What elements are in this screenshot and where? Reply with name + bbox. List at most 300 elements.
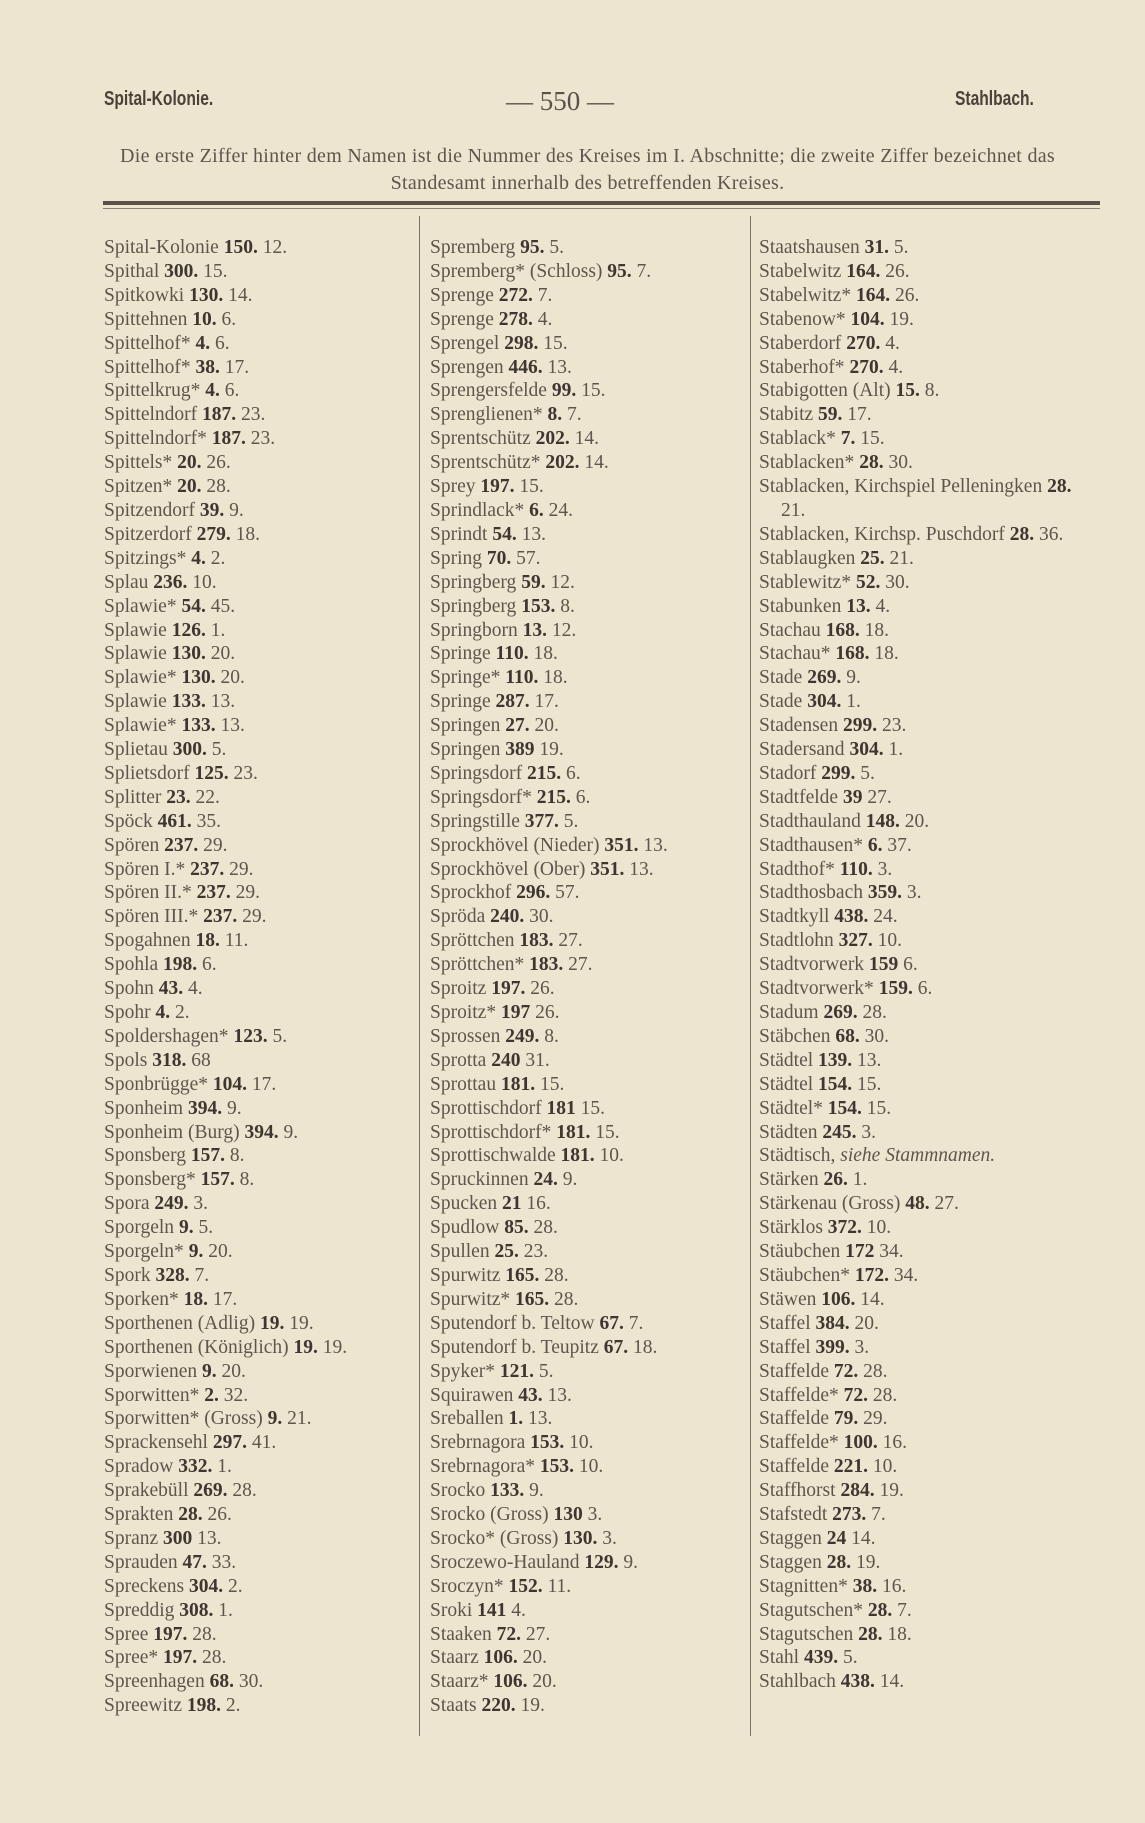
standesamt-number: 3.: [587, 1504, 603, 1526]
standesamt-number: 2.: [174, 1002, 190, 1023]
standesamt-number: 17.: [212, 1288, 238, 1310]
kreis-number: 95.: [520, 237, 545, 258]
place-name: Spremberg* (Schloss): [430, 260, 603, 282]
standesamt-number: 19.: [520, 1695, 545, 1717]
place-name: Sprengersfelde: [430, 380, 547, 402]
standesamt-number: 3.: [193, 1193, 208, 1215]
kreis-number: 6.: [867, 834, 883, 856]
kreis-number: 1.: [508, 1408, 524, 1430]
standesamt-number: 18.: [887, 1623, 912, 1645]
place-name: Staffelde*: [759, 1432, 839, 1454]
kreis-number: 4.: [195, 332, 211, 354]
kreis-number: 304.: [189, 1575, 224, 1597]
standesamt-number: 32.: [223, 1384, 249, 1406]
index-entry: [759, 523, 1084, 547]
place-name: Spudlow: [430, 1217, 500, 1239]
index-entry: [759, 1336, 1084, 1360]
place-name: Sprindt: [430, 523, 488, 545]
place-name: Sprottischdorf*: [430, 1121, 552, 1143]
place-name: Springe: [430, 643, 491, 665]
place-name: Spohr: [104, 1002, 151, 1023]
index-entry: [104, 642, 424, 666]
kreis-number: 52.: [855, 571, 881, 593]
index-entry: [104, 356, 424, 380]
index-entry: [430, 953, 750, 977]
index-entry: [430, 1551, 750, 1575]
standesamt-number: 14.: [860, 1288, 885, 1310]
standesamt-number: 27.: [867, 786, 892, 808]
index-entry: [759, 953, 1084, 977]
kreis-number: 10.: [192, 308, 217, 330]
place-name: Stadtvorwerk: [759, 954, 865, 976]
place-name: Spreenhagen: [104, 1671, 205, 1693]
standesamt-number: 14.: [851, 1527, 876, 1549]
index-entry: [759, 1431, 1084, 1455]
place-name: Sroczyn*: [430, 1575, 504, 1597]
place-name: Sprey: [430, 476, 476, 498]
place-name: Stabelwitz: [759, 260, 842, 282]
standesamt-number: 6.: [903, 954, 918, 976]
place-name: Srebrnagora*: [430, 1456, 536, 1478]
index-entry: [104, 762, 424, 786]
standesamt-number: 19.: [889, 308, 914, 330]
index-entry: [430, 1312, 750, 1336]
kreis-number: 18.: [195, 930, 220, 952]
index-entry: [104, 1670, 424, 1694]
standesamt-number: 22.: [195, 786, 220, 808]
kreis-number: 318.: [152, 1049, 187, 1071]
standesamt-number: 7.: [871, 1504, 886, 1526]
standesamt-number: 20.: [532, 1671, 557, 1693]
standesamt-number: 13.: [547, 1384, 572, 1406]
place-name: Stabigotten (Alt): [759, 380, 891, 402]
kreis-number: 8.: [547, 404, 563, 426]
index-entry: [104, 1551, 424, 1575]
kreis-number: 237.: [196, 882, 231, 904]
standesamt-number: 6.: [221, 308, 237, 330]
kreis-number: 197.: [480, 476, 515, 498]
standesamt-number: 1.: [852, 1169, 868, 1191]
index-entry: [759, 1575, 1084, 1599]
standesamt-number: 18.: [543, 667, 568, 689]
index-entry: [104, 1144, 424, 1168]
standesamt-number: 10.: [599, 1145, 624, 1167]
place-name: Spork: [104, 1264, 151, 1286]
place-name: Spitzerdorf: [104, 523, 192, 545]
place-name: Staffel: [759, 1312, 811, 1334]
place-name: Sporthenen (Königlich): [104, 1336, 289, 1358]
place-name: Stadtvorwerk*: [759, 978, 874, 1000]
standesamt-number: 9.: [846, 667, 861, 689]
place-name: Stärklos: [759, 1217, 823, 1239]
kreis-number: 100.: [843, 1432, 878, 1454]
standesamt-number: 20.: [854, 1312, 879, 1334]
kreis-number: 181: [546, 1097, 576, 1119]
kreis-number: 47.: [182, 1551, 207, 1573]
standesamt-number: 11.: [224, 930, 249, 952]
standesamt-number: 10.: [192, 571, 217, 593]
standesamt-number: 1.: [218, 1599, 233, 1621]
index-entry: [104, 714, 424, 738]
place-name: Sprotta: [430, 1049, 487, 1071]
place-name: Spreddig: [104, 1599, 175, 1621]
index-entry: [104, 1455, 424, 1479]
place-name: Springborn: [430, 619, 518, 641]
standesamt-number: 6.: [565, 762, 581, 784]
place-name: Staatshausen: [759, 237, 860, 258]
standesamt-number: 12.: [550, 571, 575, 593]
running-head-right: Stahlbach.: [955, 88, 1034, 110]
kreis-number: 181.: [560, 1145, 595, 1167]
kreis-number: 327.: [838, 930, 873, 952]
index-entry: [759, 834, 1084, 858]
kreis-number: 270.: [849, 356, 884, 378]
index-entry: [104, 858, 424, 882]
index-entry: [104, 834, 424, 858]
kreis-number: 129.: [584, 1551, 619, 1573]
standesamt-number: 9.: [283, 1121, 299, 1143]
index-entry: [430, 834, 750, 858]
standesamt-number: 2.: [210, 547, 226, 569]
standesamt-number: 4.: [885, 332, 900, 354]
place-name: Stadthosbach: [759, 882, 863, 904]
place-name: Staggen: [759, 1527, 822, 1549]
kreis-number: 153.: [539, 1456, 575, 1478]
index-entry: [430, 738, 750, 762]
kreis-number: 106.: [493, 1671, 528, 1693]
place-name: Staffel: [759, 1336, 811, 1358]
index-entry: [104, 236, 424, 260]
standesamt-number: 10.: [866, 1217, 892, 1239]
index-entry: [759, 1646, 1084, 1670]
index-entry: [759, 714, 1084, 738]
kreis-number: 85.: [504, 1217, 529, 1239]
kreis-number: 27.: [505, 715, 530, 737]
standesamt-number: 26.: [885, 260, 910, 282]
standesamt-number: 17.: [251, 1073, 277, 1095]
index-entry: [104, 475, 424, 499]
index-entry: [759, 547, 1084, 571]
kreis-number: 332.: [178, 1456, 213, 1478]
place-name: Staberdorf: [759, 332, 842, 354]
place-name: Sprottischdorf: [430, 1097, 542, 1119]
place-name: Stahlbach: [759, 1671, 836, 1693]
standesamt-number: 15.: [539, 1073, 565, 1095]
index-entry: [759, 379, 1084, 403]
index-entry: [759, 475, 1084, 523]
place-name: Stablewitz*: [759, 571, 852, 593]
kreis-number: 28.: [858, 1623, 883, 1645]
kreis-number: 48.: [905, 1193, 930, 1215]
index-entry: [759, 1264, 1084, 1288]
place-name: Städtel: [759, 1049, 814, 1071]
kreis-number: 20.: [177, 452, 202, 474]
kreis-number: 377.: [524, 810, 559, 832]
place-name: Sporken*: [104, 1288, 179, 1310]
kreis-number: 202.: [545, 452, 580, 474]
place-name: Spören: [104, 834, 160, 856]
standesamt-number: 27.: [568, 954, 593, 976]
place-name: Splau: [104, 571, 149, 593]
kreis-number: 153.: [530, 1432, 565, 1454]
index-entry: [430, 1073, 750, 1097]
standesamt-number: 14.: [574, 428, 599, 450]
standesamt-number: 20.: [208, 1241, 233, 1263]
index-entry: [430, 762, 750, 786]
place-name: Sprakebüll: [104, 1480, 189, 1502]
column-divider: [750, 216, 751, 1736]
place-name: Splawie: [104, 643, 167, 665]
place-name: Stabelwitz*: [759, 284, 852, 306]
index-entry: [759, 1384, 1084, 1408]
place-name: Splawie*: [104, 595, 177, 617]
place-name: Stahl: [759, 1647, 800, 1669]
standesamt-number: 19.: [879, 1480, 904, 1502]
place-name: Sprindlack*: [430, 499, 525, 521]
place-name: Städtisch,: [759, 1145, 836, 1167]
index-entry: [430, 1694, 750, 1718]
standesamt-number: 28.: [192, 1623, 217, 1645]
standesamt-number: 26.: [207, 1504, 232, 1526]
place-name: Staggen: [759, 1551, 822, 1573]
kreis-number: 154.: [818, 1073, 853, 1095]
kreis-number: 273.: [832, 1504, 867, 1526]
index-entry: [759, 666, 1084, 690]
index-entry: [104, 499, 424, 523]
index-entry: [104, 1097, 424, 1121]
kreis-number: 269.: [807, 667, 842, 689]
index-entry: [430, 858, 750, 882]
kreis-number: 168.: [825, 619, 860, 641]
kreis-number: 39: [842, 786, 863, 808]
standesamt-number: 6.: [917, 978, 933, 1000]
kreis-number: 130: [553, 1504, 583, 1526]
kreis-number: 24.: [533, 1169, 558, 1191]
place-name: Sporthenen (Adlig): [104, 1312, 256, 1334]
kreis-number: 394.: [244, 1121, 279, 1143]
standesamt-number: 3.: [854, 1336, 870, 1358]
kreis-number: 150.: [223, 237, 258, 258]
kreis-number: 28.: [178, 1504, 203, 1526]
place-name: Städtel*: [759, 1097, 823, 1119]
index-entry: [104, 738, 424, 762]
standesamt-number: 29.: [229, 858, 254, 880]
kreis-number: 372.: [827, 1217, 862, 1239]
standesamt-number: 11.: [547, 1575, 572, 1597]
place-name: Sprenge: [430, 284, 494, 306]
index-entry: [430, 260, 750, 284]
standesamt-number: 8.: [924, 380, 940, 402]
place-name: Spurwitz: [430, 1264, 501, 1286]
standesamt-number: 13.: [197, 1527, 222, 1549]
standesamt-number: 41.: [251, 1432, 277, 1454]
standesamt-number: 13.: [210, 691, 236, 713]
index-entry: [104, 881, 424, 905]
place-name: Srebrnagora: [430, 1432, 526, 1454]
kreis-number: 183.: [529, 954, 564, 976]
kreis-number: 164.: [855, 284, 891, 306]
standesamt-number: 14.: [879, 1671, 905, 1693]
place-name: Stadtlohn: [759, 930, 834, 952]
place-name: Spröda: [430, 906, 486, 928]
place-name: Spröttchen: [430, 930, 515, 952]
place-name: Splawie*: [104, 715, 177, 737]
standesamt-number: 23.: [233, 762, 258, 784]
kreis-number: 220.: [481, 1695, 516, 1717]
index-entry: [430, 332, 750, 356]
standesamt-number: 13.: [547, 356, 572, 378]
kreis-number: 13.: [846, 595, 871, 617]
place-name: Sputendorf b. Teltow: [430, 1312, 595, 1334]
place-name: Spitzendorf: [104, 499, 195, 521]
kreis-number: 72.: [843, 1384, 869, 1406]
kreis-number: 67.: [599, 1312, 624, 1334]
index-entry: [759, 977, 1084, 1001]
standesamt-number: 29.: [203, 834, 228, 856]
index-entry: [430, 379, 750, 403]
kreis-number: 183.: [519, 930, 554, 952]
place-name: Spreewitz: [104, 1695, 182, 1717]
place-name: Sprockhövel (Ober): [430, 858, 586, 880]
standesamt-number: 1.: [217, 1456, 232, 1478]
index-entry: [759, 1097, 1084, 1121]
kreis-number: 461.: [157, 810, 192, 832]
standesamt-number: 12.: [551, 619, 577, 641]
kreis-number: 215.: [526, 762, 562, 784]
kreis-number: 245.: [822, 1121, 857, 1143]
standesamt-number: 21.: [781, 499, 806, 521]
index-entry: [104, 1503, 424, 1527]
kreis-number: 438.: [840, 1671, 875, 1693]
kreis-number: 9.: [202, 1360, 217, 1382]
index-entry: [104, 1240, 424, 1264]
kreis-number: 141: [477, 1599, 507, 1621]
index-entry: [759, 427, 1084, 451]
standesamt-number: 15.: [519, 476, 544, 498]
kreis-number: 67.: [603, 1336, 629, 1358]
place-name: Stäbchen: [759, 1025, 831, 1047]
index-entry: [759, 1312, 1084, 1336]
kreis-number: 236.: [153, 571, 188, 593]
index-entry: [104, 1360, 424, 1384]
kreis-number: 126.: [171, 619, 206, 641]
place-name: Sproitz*: [430, 1002, 497, 1023]
kreis-number: 297.: [212, 1432, 247, 1454]
index-entry: [430, 690, 750, 714]
kreis-number: 4.: [205, 380, 220, 402]
place-name: Splawie: [104, 619, 167, 641]
index-entry: [104, 547, 424, 571]
kreis-number: 279.: [196, 523, 231, 545]
place-name: Splietsdorf: [104, 762, 190, 784]
index-entry: [759, 1073, 1084, 1097]
kreis-number: 351.: [590, 858, 625, 880]
index-entry: [759, 236, 1084, 260]
kreis-number: 249.: [505, 1025, 540, 1047]
index-entry: [104, 427, 424, 451]
index-entry: [430, 1599, 750, 1623]
place-name: Stäubchen: [759, 1241, 841, 1263]
index-entry: [430, 1575, 750, 1599]
index-entry: [430, 714, 750, 738]
index-column-3: [759, 236, 1084, 1694]
standesamt-number: 1.: [846, 691, 861, 713]
index-entry: [759, 1216, 1084, 1240]
index-entry: [430, 881, 750, 905]
index-entry: [430, 1168, 750, 1192]
kreis-number: 95.: [607, 260, 632, 282]
place-name: Springberg: [430, 571, 517, 593]
place-name: Springstille: [430, 810, 520, 832]
place-name: Splietau: [104, 739, 168, 761]
place-name: Spithal: [104, 260, 160, 282]
place-name: Stabenow*: [759, 308, 846, 330]
kreis-number: 154.: [827, 1097, 862, 1119]
place-name: Stablaugken: [759, 547, 856, 569]
kreis-number: 4.: [155, 1002, 171, 1023]
kreis-number: 133.: [181, 715, 216, 737]
standesamt-number: 7.: [194, 1264, 210, 1286]
standesamt-number: 28.: [554, 1288, 579, 1310]
place-name: Spring: [430, 547, 483, 569]
standesamt-number: 24.: [873, 906, 898, 928]
standesamt-number: 19.: [855, 1551, 881, 1573]
index-entry: [430, 1384, 750, 1408]
standesamt-number: 29.: [235, 882, 260, 904]
place-name: Spitkowki: [104, 284, 185, 306]
kreis-number: 9.: [267, 1408, 283, 1430]
place-name: Spöck: [104, 810, 153, 832]
standesamt-number: 8.: [544, 1025, 559, 1047]
place-name: Spittelndorf: [104, 404, 198, 426]
standesamt-number: 3.: [861, 1121, 876, 1143]
place-name: Sprengel: [430, 332, 500, 354]
index-entry: [104, 1312, 424, 1336]
place-name: Stagutschen*: [759, 1599, 863, 1621]
kreis-number: 164.: [846, 260, 881, 282]
index-column-2: [430, 236, 750, 1718]
standesamt-number: 21.: [889, 547, 914, 569]
place-name: Stadtfelde: [759, 786, 839, 808]
standesamt-number: 20.: [210, 643, 236, 665]
standesamt-number: 8.: [229, 1145, 245, 1167]
place-name: Stadensen: [759, 715, 839, 737]
standesamt-number: 13.: [521, 523, 546, 545]
index-entry: [104, 1073, 424, 1097]
place-name: Sporgeln*: [104, 1241, 184, 1263]
standesamt-number: 28.: [544, 1264, 569, 1286]
place-name: Springsdorf*: [430, 786, 532, 808]
index-entry: [430, 1646, 750, 1670]
header-rule-thick: [103, 201, 1100, 205]
index-entry: [759, 284, 1084, 308]
index-entry: [430, 571, 750, 595]
index-entry: [759, 619, 1084, 643]
kreis-number: 446.: [508, 356, 543, 378]
standesamt-number: 17.: [224, 356, 250, 378]
standesamt-number: 17.: [534, 691, 559, 713]
standesamt-number: 15.: [543, 332, 568, 354]
kreis-number: 104.: [212, 1073, 247, 1095]
index-entry: [430, 1121, 750, 1145]
place-name: Spyker*: [430, 1360, 495, 1382]
standesamt-number: 30.: [529, 906, 554, 928]
kreis-number: 20.: [177, 476, 202, 498]
place-name: Spören II.*: [104, 882, 192, 904]
standesamt-number: 5.: [272, 1025, 288, 1047]
index-entry: [430, 1216, 750, 1240]
place-name: Sprottischwalde: [430, 1145, 556, 1167]
